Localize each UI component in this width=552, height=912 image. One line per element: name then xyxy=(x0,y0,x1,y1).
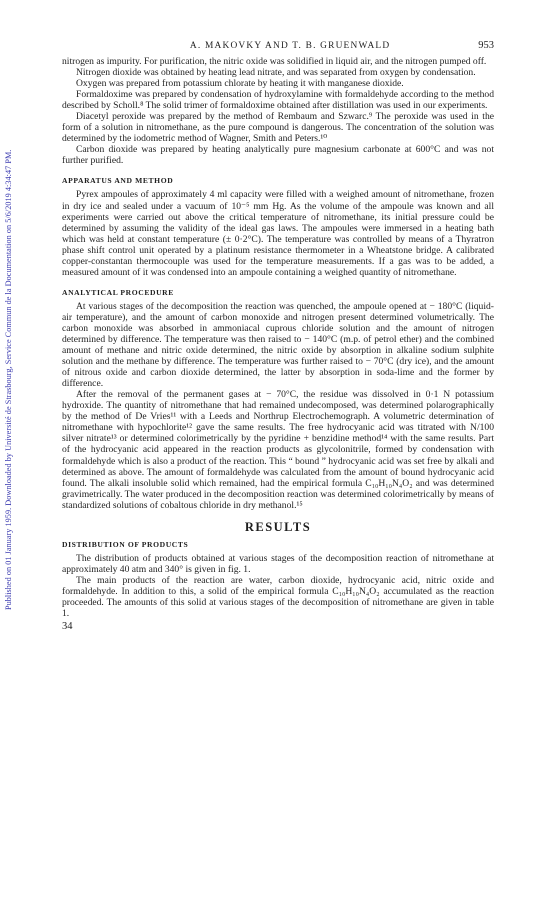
page-number: 953 xyxy=(478,40,494,51)
section-heading-distribution: DISTRIBUTION OF PRODUCTS xyxy=(62,539,189,549)
header-authors: A. MAKOVKY AND T. B. GRUENWALD xyxy=(189,41,391,51)
footer-page-number: 34 xyxy=(62,621,73,633)
results-paragraph: The main products of the reaction are water, carbon dioxide, hydrocyanic acid, nitric oxide and formaldehyde. In addition to this, a solid of the empirical formula C₁₀H₁₀N₄O₂ accumulated as the reaction proceeded. The amounts of this solid at various stages of the decomposition of nitromethane are given in table 1. xyxy=(62,574,494,619)
materials-paragraph: nitrogen as impurity. For purification, the nitric oxide was solidified in liquid air, and the nitrogen pumped off. xyxy=(62,56,487,67)
materials-paragraph: Formaldoxime was prepared by condensation of hydroxylamine with formaldehyde according to the method described by Scholl.⁸ The solid trimer of formaldoxime obtained after distillation was used in our experiments. xyxy=(62,89,494,112)
apparatus-paragraph: Pyrex ampoules of approximately 4 ml capacity were filled with a weighed amount of nitromethane, frozen in dry ice and sealed under a vacuum of 10⁻⁵ mm Hg. As the volume of the ampoule was known and all experiments were carried out above the critical temperature of nitromethane, its initial pressure could be determined by assuming the validity of the ideal gas laws. The ampoules were immersed in a heating bath which was held at constant temperature (± 0·2°C). The temperature was controlled by means of a Thyratron phase shift control unit operated by a platinum resistance thermometer in a Wheatstone bridge. A calibrated copper-constantan thermocouple was used for the temperature measurements. If a gas was to be added, a measured amount of it was condensed into an ampoule containing a weighed quantity of nitromethane. xyxy=(62,189,494,278)
results-heading: RESULTS xyxy=(244,519,312,534)
running-header xyxy=(62,40,494,51)
materials-paragraph: Nitrogen dioxide was obtained by heating lead nitrate, and was separated from oxygen by condensation. xyxy=(76,67,476,79)
materials-paragraph: Oxygen was prepared from potassium chlorate by heating it with manganese dioxide. xyxy=(76,78,404,90)
journal-page xyxy=(62,40,494,632)
materials-paragraph: Diacetyl peroxide was prepared by the method of Rembaum and Szwarc.⁹ The peroxide was used in the form of a solution in nitromethane, as the pure compound is dangerous. The concentration of the solution was determined by the iodometric method of Wagner, Smith and Peters.¹⁰ xyxy=(62,111,494,145)
section-heading-analytical: ANALYTICAL PROCEDURE xyxy=(62,287,174,297)
download-watermark: Published on 01 January 1959. Downloaded by Université de Strasbourg, Service Commun de la Documentation on 5/6/2019 4:34:47 PM. xyxy=(4,149,13,610)
section-heading-apparatus: APPARATUS AND METHOD xyxy=(62,176,174,186)
materials-paragraph: Carbon dioxide was prepared by heating analytically pure magnesium carbonate at 600°C and was not further purified. xyxy=(62,144,494,167)
analytical-paragraph: At various stages of the decomposition the reaction was quenched, the ampoule opened at − 180°C (liquid-air temperature), and the amount of carbon monoxide and nitrogen present determined volumetrically. The carbon monoxide was absorbed in ammoniacal cuprous chloride solution and the amount of nitrogen determined by difference. The temperature was then raised to − 140°C (m.p. of petrol ether) and the combined amount of methane and nitric oxide determined, the nitric oxide by absorption in alkaline sodium sulphite solution and the methane by difference. The temperature was further raised to − 70°C (dry ice), and the amount of nitrous oxide and carbon dioxide determined, the latter by absorption in soda-lime and the former by difference. xyxy=(62,300,494,390)
results-paragraph: The distribution of products obtained at various stages of the decomposition reaction of nitromethane at approximately 40 atm and 340° is given in fig. 1. xyxy=(62,552,494,575)
analytical-paragraph: After the removal of the permanent gases at − 70°C, the residue was dissolved in 0·1 N potassium hydroxide. The quantity of nitromethane that had remained undecomposed, was determined polarographically by the method of De Vries¹¹ with a Leeds and Northrup Electrochemograph. A volumetric determination of nitromethane with hypochlorite¹² gave the same results. The free hydrocyanic acid was titrated with N/100 silver nitrate¹³ or determined colorimetrically by the pyridine + benzidine method¹⁴ with the same results. Part of the hydrocyanic acid appeared in the reaction products as glycolonitrile, formed by condensation with formaldehyde which is also a product of the reaction. This “ bound ” hydrocyanic acid was set free by alkali and determined as above. The amount of formaldehyde was calculated from the amount of bound hydrocyanic acid found. The alkali insoluble solid which remained, had the empirical formula C₁₀H₁₀N₄O₂ and was determined gravimetrically. The water produced in the decomposition reaction was determined colorimetrically by means of standardized solutions of cobaltous chloride in dry methanol.¹⁵ xyxy=(62,389,494,511)
